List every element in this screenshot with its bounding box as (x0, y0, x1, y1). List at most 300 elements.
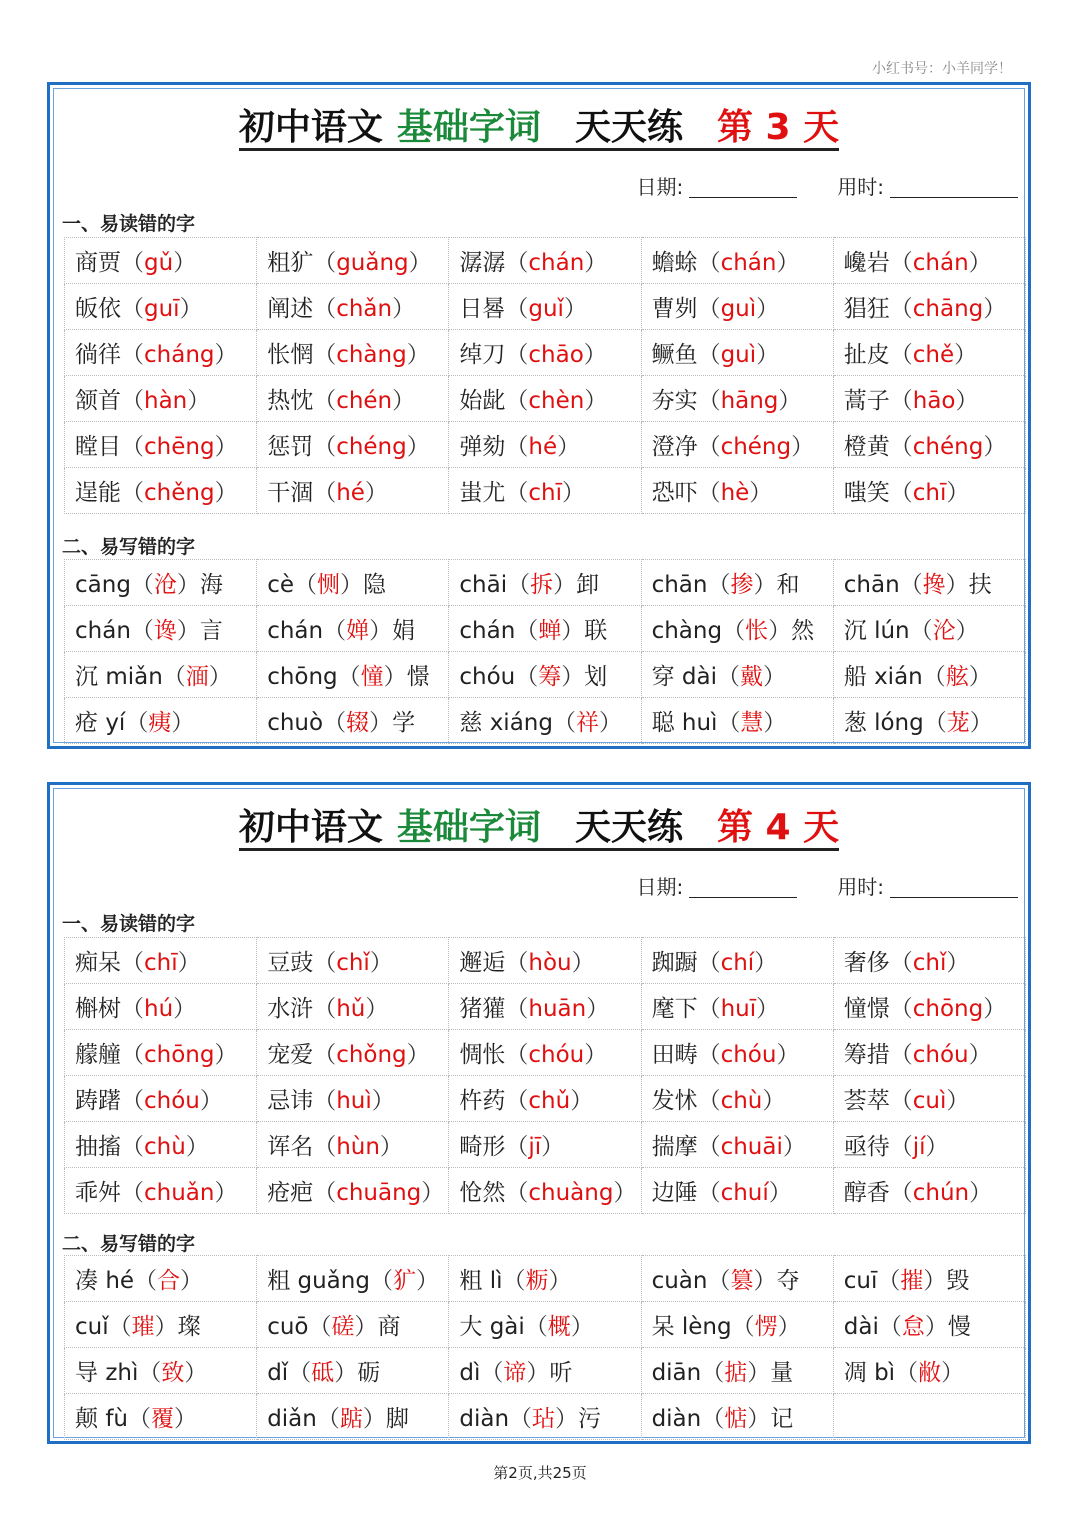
word-text: 日晷 (459, 296, 506, 322)
word-text: 蒿子 (843, 388, 890, 414)
word-cell (449, 1302, 641, 1348)
pinyin-answer: chuāng (336, 1180, 422, 1206)
paren-close: ） (369, 710, 393, 736)
paren-open: （ (313, 296, 337, 322)
table-row (65, 938, 1026, 984)
word-cell (449, 238, 641, 284)
pinyin-answer: guǐ (528, 296, 564, 322)
time-blank[interactable] (890, 879, 1018, 898)
paren-open: （ (313, 950, 337, 976)
word-cell (833, 468, 1025, 514)
pinyin-answer: guī (144, 296, 180, 322)
paren-close: ） (756, 296, 780, 322)
paren-open: （ (505, 342, 529, 368)
paren-close: ） (571, 950, 595, 976)
word-text: 鳜鱼 (651, 342, 698, 368)
pinyin-text: fù (105, 1406, 128, 1432)
paren-open: （ (505, 296, 529, 322)
word-cell (833, 422, 1025, 468)
paren-open: （ (889, 1088, 913, 1114)
char-answer: 蝉 (538, 618, 562, 644)
paren-close: ） (586, 996, 610, 1022)
word-cell (641, 1168, 833, 1214)
char-answer: 篡 (730, 1268, 754, 1294)
word-cell (641, 376, 833, 422)
word-text: 荟萃 (843, 1088, 890, 1114)
paren-open: （ (922, 664, 946, 690)
paren-close: ） (408, 250, 432, 276)
word-text: 皈依 (75, 296, 121, 322)
paren-close: ） (583, 342, 607, 368)
title-subject: 初中语文 (238, 807, 383, 848)
word-cell (257, 1348, 449, 1394)
pinyin-text: dǐ (267, 1360, 289, 1386)
pinyin-text: lì (489, 1268, 503, 1294)
prefix-char: 葱 (843, 710, 867, 736)
word-text: 憧憬 (843, 996, 890, 1022)
pinyin-answer: huī (720, 996, 757, 1022)
word-text: 痴呆 (75, 950, 121, 976)
pinyin-text: chán (267, 618, 324, 644)
pinyin-text: bì (874, 1360, 896, 1386)
paren-close: ） (184, 1360, 208, 1386)
word-cell (641, 1030, 833, 1076)
time-label: 用时: (837, 175, 884, 199)
char-answer: 舷 (945, 664, 969, 690)
paren-close: ） (777, 1314, 801, 1340)
pinyin-text: zhì (105, 1360, 139, 1386)
paren-close: ） (584, 1042, 608, 1068)
char-answer: 筹 (538, 664, 562, 690)
paren-open: （ (697, 950, 721, 976)
read-table (64, 237, 1026, 514)
space (675, 1314, 682, 1340)
word-cell (449, 984, 641, 1030)
suffix-char: 量 (770, 1360, 794, 1386)
char-answer: 砥 (311, 1360, 335, 1386)
word-cell (641, 560, 833, 606)
suffix-char: 夺 (776, 1268, 800, 1294)
title-practice: 天天练 (574, 107, 683, 148)
word-text: 揣摩 (651, 1134, 698, 1160)
char-answer: 憧 (360, 664, 384, 690)
space (482, 1314, 489, 1340)
suffix-char: 砺 (357, 1360, 381, 1386)
word-cell (833, 1168, 1025, 1214)
word-cell (257, 1030, 449, 1076)
pinyin-answer: chéng (336, 434, 407, 460)
word-text: 扯皮 (843, 342, 890, 368)
word-text: 嗤笑 (843, 480, 890, 506)
paren-open: （ (130, 572, 154, 598)
pinyin-answer: chóu (144, 1088, 200, 1114)
paren-close: ） (392, 296, 416, 322)
read-table (64, 937, 1026, 1214)
paren-open: （ (121, 950, 144, 976)
pinyin-answer: chǎn (336, 296, 393, 322)
paren-close: ） (968, 664, 992, 690)
space (290, 1268, 297, 1294)
word-cell (641, 606, 833, 652)
word-cell (257, 984, 449, 1030)
worksheet-title (54, 105, 1024, 151)
pinyin-answer: chāo (528, 342, 584, 368)
word-cell (65, 376, 257, 422)
paren-close: ） (406, 434, 430, 460)
word-cell (833, 330, 1025, 376)
paren-open: （ (889, 296, 913, 322)
paren-open: （ (505, 996, 529, 1022)
table-row (65, 984, 1026, 1030)
word-cell (449, 698, 641, 744)
paren-close: ） (946, 1088, 970, 1114)
char-answer: 粝 (525, 1268, 549, 1294)
paren-open: （ (134, 1268, 158, 1294)
paren-close: ） (562, 480, 585, 506)
pinyin-answer: chǒng (336, 1042, 407, 1068)
word-cell (833, 698, 1025, 744)
paren-close: ） (983, 296, 1007, 322)
paren-close: ） (365, 996, 389, 1022)
paren-close: ） (941, 1360, 965, 1386)
table-row (65, 652, 1026, 698)
word-cell (65, 422, 257, 468)
prefix-char: 呆 (651, 1314, 675, 1340)
paren-open: （ (515, 618, 539, 644)
word-cell (65, 698, 257, 744)
paren-open: （ (731, 1314, 755, 1340)
word-text: 始龀 (459, 388, 506, 414)
pinyin-text: chuò (267, 710, 324, 736)
pinyin-text: chān (843, 572, 900, 598)
paren-open: （ (515, 664, 539, 690)
paren-open: （ (313, 434, 337, 460)
paren-open: （ (505, 950, 529, 976)
word-cell (833, 1122, 1025, 1168)
pinyin-text: chán (459, 618, 516, 644)
paren-close: ） (199, 1088, 223, 1114)
pinyin-answer: chán (528, 250, 585, 276)
paren-close: ） (177, 950, 201, 976)
word-cell (65, 238, 257, 284)
paren-close: ） (371, 1088, 395, 1114)
word-cell (833, 938, 1025, 984)
word-cell (257, 422, 449, 468)
write-table (64, 1255, 1026, 1440)
paren-open: （ (524, 1314, 548, 1340)
paren-open: （ (505, 434, 529, 460)
paren-close: ） (570, 1314, 594, 1340)
pinyin-answer: guì (720, 342, 757, 368)
pinyin-answer: hàn (144, 388, 188, 414)
date-label: 日期: (636, 175, 684, 199)
paren-close: ） (561, 664, 585, 690)
pinyin-answer: hùn (336, 1134, 380, 1160)
pinyin-answer: chún (912, 1180, 970, 1206)
word-cell (257, 238, 449, 284)
paren-close: ） (557, 434, 581, 460)
word-text: 畸形 (459, 1134, 506, 1160)
word-cell (449, 1394, 641, 1440)
word-cell (449, 606, 641, 652)
table-row (65, 330, 1026, 376)
word-cell (641, 1394, 833, 1440)
word-cell (641, 422, 833, 468)
pinyin-answer: chǐ (336, 950, 370, 976)
pinyin-answer: chuí (720, 1180, 769, 1206)
paren-close: ） (173, 250, 197, 276)
word-cell (833, 1348, 1025, 1394)
paren-open: （ (552, 710, 576, 736)
suffix-char: 联 (584, 618, 608, 644)
char-answer: 磋 (331, 1314, 355, 1340)
word-text: 踌躇 (75, 1088, 121, 1114)
paren-open: （ (722, 618, 746, 644)
paren-open: （ (697, 296, 721, 322)
time-blank[interactable] (890, 179, 1018, 198)
paren-open: （ (313, 480, 337, 506)
pinyin-answer: chàng (336, 342, 407, 368)
table-row (65, 1256, 1026, 1302)
paren-open: （ (308, 1314, 332, 1340)
paren-open: （ (697, 1134, 721, 1160)
paren-open: （ (697, 996, 721, 1022)
date-time-fields (637, 171, 1019, 200)
pinyin-text: chāi (459, 572, 508, 598)
paren-close: ） (776, 250, 800, 276)
watermark: 小红书号：小羊同学！ (872, 61, 1012, 77)
word-cell (449, 422, 641, 468)
paren-open: （ (877, 1268, 901, 1294)
char-answer: 摧 (900, 1268, 924, 1294)
pinyin-answer: hǔ (336, 996, 366, 1022)
word-cell (257, 1302, 449, 1348)
paren-close: ） (925, 1134, 949, 1160)
paren-open: （ (288, 1360, 312, 1386)
word-text: 诨名 (267, 1134, 314, 1160)
paren-close: ） (768, 618, 792, 644)
paren-close: ） (983, 996, 1007, 1022)
pinyin-answer: chāng (912, 296, 984, 322)
word-cell (257, 652, 449, 698)
paren-open: （ (505, 480, 529, 506)
section-heading-write: 二、易写错的字 (62, 536, 196, 558)
paren-open: （ (889, 1042, 913, 1068)
char-answer: 敝 (918, 1360, 942, 1386)
suffix-char: 海 (199, 572, 223, 598)
suffix-char: 学 (392, 710, 416, 736)
paren-close: ） (945, 572, 969, 598)
paren-close: ） (776, 1042, 800, 1068)
pinyin-answer: hé (336, 480, 365, 506)
table-row (65, 1122, 1026, 1168)
space (867, 664, 874, 690)
pinyin-answer: chù (144, 1134, 186, 1160)
pinyin-answer: chóu (528, 1042, 585, 1068)
suffix-char: 憬 (406, 664, 430, 690)
date-blank[interactable] (689, 179, 797, 198)
prefix-char: 穿 (651, 664, 675, 690)
section-heading-read: 一、易读错的字 (62, 913, 196, 935)
pinyin-answer: hāng (720, 388, 779, 414)
word-cell (449, 652, 641, 698)
prefix-char: 粗 (267, 1268, 291, 1294)
word-cell (65, 652, 257, 698)
paren-close: ） (563, 296, 587, 322)
word-text: 潺潺 (459, 250, 506, 276)
paren-open: （ (121, 1088, 144, 1114)
date-blank[interactable] (689, 879, 797, 898)
paren-close: ） (584, 388, 608, 414)
word-cell (449, 284, 641, 330)
word-cell (65, 1076, 257, 1122)
pinyin-answer: guǎng (336, 250, 409, 276)
char-answer: 辍 (346, 710, 370, 736)
paren-close: ） (923, 1268, 947, 1294)
pinyin-answer: cuì (912, 1088, 947, 1114)
paren-open: （ (502, 1268, 526, 1294)
pinyin-answer: guì (720, 296, 757, 322)
pinyin-answer: chù (720, 1088, 763, 1114)
paren-open: （ (697, 250, 721, 276)
date-time-fields (637, 871, 1019, 900)
paren-close: ） (421, 1180, 445, 1206)
table-row (65, 606, 1026, 652)
word-text: 绰刀 (459, 342, 506, 368)
pinyin-text: chān (651, 572, 708, 598)
paren-close: ） (154, 1314, 178, 1340)
paren-open: （ (878, 1314, 902, 1340)
suffix-char: 划 (584, 664, 608, 690)
char-answer: 搀 (922, 572, 946, 598)
paren-open: （ (505, 250, 529, 276)
paren-open: （ (293, 572, 317, 598)
table-row (65, 1030, 1026, 1076)
prefix-char: 慈 (459, 710, 483, 736)
suffix-char: 璨 (177, 1314, 201, 1340)
paren-close: ） (955, 388, 979, 414)
word-cell (449, 560, 641, 606)
pinyin-answer: chōng (912, 996, 984, 1022)
char-answer: 怠 (901, 1314, 925, 1340)
word-cell (641, 1122, 833, 1168)
pinyin-text: diàn (651, 1406, 702, 1432)
word-text: 颔首 (75, 388, 121, 414)
word-text: 澄净 (651, 434, 698, 460)
paren-open: （ (505, 1042, 529, 1068)
title-day: 第 4 天 (716, 807, 840, 848)
word-cell (65, 984, 257, 1030)
table-row (65, 1076, 1026, 1122)
word-cell (65, 1394, 257, 1440)
word-cell (833, 1302, 1025, 1348)
word-cell (257, 330, 449, 376)
word-text: 水浒 (267, 996, 314, 1022)
space (867, 1360, 874, 1386)
char-answer: 戴 (739, 664, 763, 690)
paren-close: ） (174, 1406, 197, 1432)
paren-close: ） (955, 618, 979, 644)
worksheet-day-4 (47, 782, 1031, 1444)
suffix-char: 扶 (968, 572, 992, 598)
pinyin-answer: chēng (144, 434, 215, 460)
word-cell (641, 1302, 833, 1348)
pinyin-text: xiáng (489, 710, 553, 736)
word-cell (641, 468, 833, 514)
paren-open: （ (889, 1180, 913, 1206)
paren-open: （ (697, 480, 721, 506)
word-cell (833, 1030, 1025, 1076)
word-cell (257, 1256, 449, 1302)
space (675, 710, 682, 736)
prefix-char: 凋 (843, 1360, 867, 1386)
word-cell (641, 984, 833, 1030)
paren-open: （ (369, 1268, 393, 1294)
pinyin-answer: chǐ (912, 950, 947, 976)
paren-open: （ (507, 572, 531, 598)
paren-open: （ (313, 388, 337, 414)
space (867, 618, 874, 644)
pinyin-text: diàn (459, 1406, 510, 1432)
prefix-char: 粗 (459, 1268, 483, 1294)
table-row (65, 284, 1026, 330)
pinyin-answer: chěng (144, 480, 215, 506)
prefix-char: 大 (459, 1314, 483, 1340)
word-cell (65, 1168, 257, 1214)
paren-close: ） (406, 342, 430, 368)
paren-open: （ (889, 480, 913, 506)
paren-open: （ (697, 342, 721, 368)
word-text: 干涸 (267, 480, 314, 506)
word-text: 热忱 (267, 388, 314, 414)
paren-close: ） (754, 950, 778, 976)
paren-close: ） (214, 342, 238, 368)
suffix-char: 记 (770, 1406, 794, 1432)
section-heading-write: 二、易写错的字 (62, 1233, 196, 1255)
paren-open: （ (505, 388, 529, 414)
space (867, 710, 874, 736)
word-text: 橙黄 (843, 434, 890, 460)
paren-open: （ (889, 388, 913, 414)
pinyin-answer: chōng (144, 1042, 215, 1068)
pinyin-answer: hāo (912, 388, 956, 414)
pinyin-text: hé (105, 1268, 135, 1294)
pinyin-answer: chí (720, 950, 755, 976)
paren-close: ） (762, 664, 786, 690)
word-text: 杵药 (459, 1088, 506, 1114)
paren-close: ） (362, 1406, 386, 1432)
pinyin-text: chōng (267, 664, 338, 690)
word-text: 巉岩 (843, 250, 890, 276)
word-text: 奢侈 (843, 950, 890, 976)
title-subject: 初中语文 (238, 107, 383, 148)
paren-close: ） (553, 572, 577, 598)
word-text: 亟待 (843, 1134, 890, 1160)
suffix-char: 商 (377, 1314, 401, 1340)
pinyin-text: diān (651, 1360, 702, 1386)
pinyin-answer: chéng (912, 434, 984, 460)
word-text: 醇香 (843, 1180, 890, 1206)
word-cell (257, 938, 449, 984)
pinyin-answer: gǔ (144, 250, 174, 276)
paren-open: （ (889, 434, 913, 460)
table-row (65, 1394, 1026, 1440)
paren-close: ） (173, 996, 197, 1022)
paren-open: （ (121, 388, 144, 414)
word-text: 豆豉 (267, 950, 314, 976)
pinyin-text: cè (267, 572, 294, 598)
prefix-char: 聪 (651, 710, 675, 736)
